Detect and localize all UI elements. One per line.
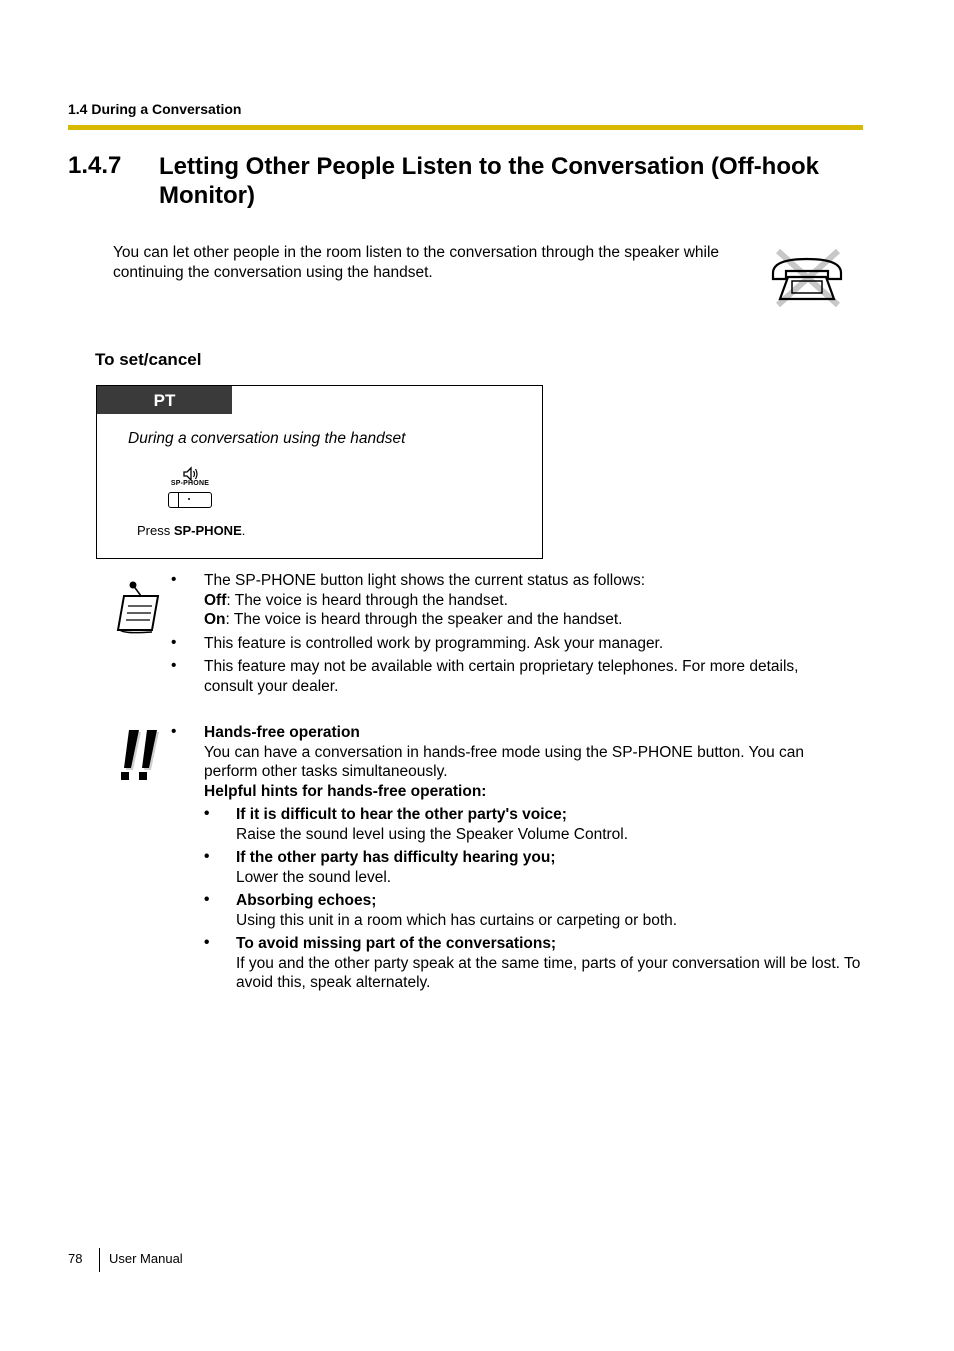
section-number: 1.4.7 xyxy=(68,152,122,179)
pt-tab: PT xyxy=(97,386,232,414)
hint-item-3: Absorbing echoes; Using this unit in a room which has curtains or carpeting or both. xyxy=(236,892,678,929)
footer-doc-name: User Manual xyxy=(109,1251,183,1266)
hints-subtitle: Helpful hints for hands-free operation: xyxy=(204,782,487,800)
hint-item-4: To avoid missing part of the conversations; If you and the other party speak at the same time, parts of your conversation will be lost. To avoid this, speak alternately. xyxy=(236,935,861,991)
footer-divider xyxy=(99,1248,100,1272)
note-bullet-2: • xyxy=(171,634,177,651)
hint-item-1: If it is difficult to hear the other party's voice; Raise the sound level using the Speaker Volume Control. xyxy=(236,806,629,843)
press-instruction: Press SP-PHONE. xyxy=(137,523,246,538)
page-number: 78 xyxy=(68,1251,83,1266)
sp-phone-button xyxy=(168,492,212,508)
hands-free-body: You can have a conversation in hands-free mode using the SP-PHONE button. You can perform other tasks simultaneously. xyxy=(204,743,805,780)
hands-free-block xyxy=(204,723,844,801)
hint-sub-bullet-3: • xyxy=(204,891,210,908)
notepad-icon xyxy=(112,578,164,636)
hint-item-2: If the other party has difficulty hearing you; Lower the sound level. xyxy=(236,849,556,886)
note-item-2: This feature is controlled work by programming. Ask your manager. xyxy=(204,635,664,652)
step-context: During a conversation using the handset xyxy=(128,430,406,447)
hint-sub-bullet-4: • xyxy=(204,934,210,951)
section-title: Letting Other People Listen to the Conversation (Off-hook Monitor) xyxy=(159,153,820,209)
intro-paragraph: You can let other people in the room listen to the conversation through the speaker while continuing the conversation using the handset. xyxy=(113,244,720,281)
double-exclamation-icon xyxy=(115,728,161,784)
hands-free-title: Hands-free operation xyxy=(204,724,360,741)
hint-bullet: • xyxy=(171,723,177,740)
hint-sub-bullet-2: • xyxy=(204,848,210,865)
telephone-crossed-icon xyxy=(768,247,846,309)
sp-phone-label: SP-PHONE xyxy=(170,480,210,487)
note-item-1: The SP-PHONE button light shows the current status as follows: Off: The voice is heard through the handset. On: The voice is heard through the speaker and the handset. xyxy=(204,572,646,628)
sp-phone-indicator xyxy=(188,498,190,500)
note-bullet-3: • xyxy=(171,657,177,674)
running-head: 1.4 During a Conversation xyxy=(68,101,242,117)
sp-phone-button-notch xyxy=(178,492,179,508)
procedure-heading: To set/cancel xyxy=(95,350,202,369)
note-item-3: This feature may not be available with certain proprietary telephones. For more details, consult your dealer. xyxy=(204,658,799,695)
note-bullet-1: • xyxy=(171,571,177,588)
header-rule xyxy=(68,125,863,130)
hint-sub-bullet-1: • xyxy=(204,805,210,822)
